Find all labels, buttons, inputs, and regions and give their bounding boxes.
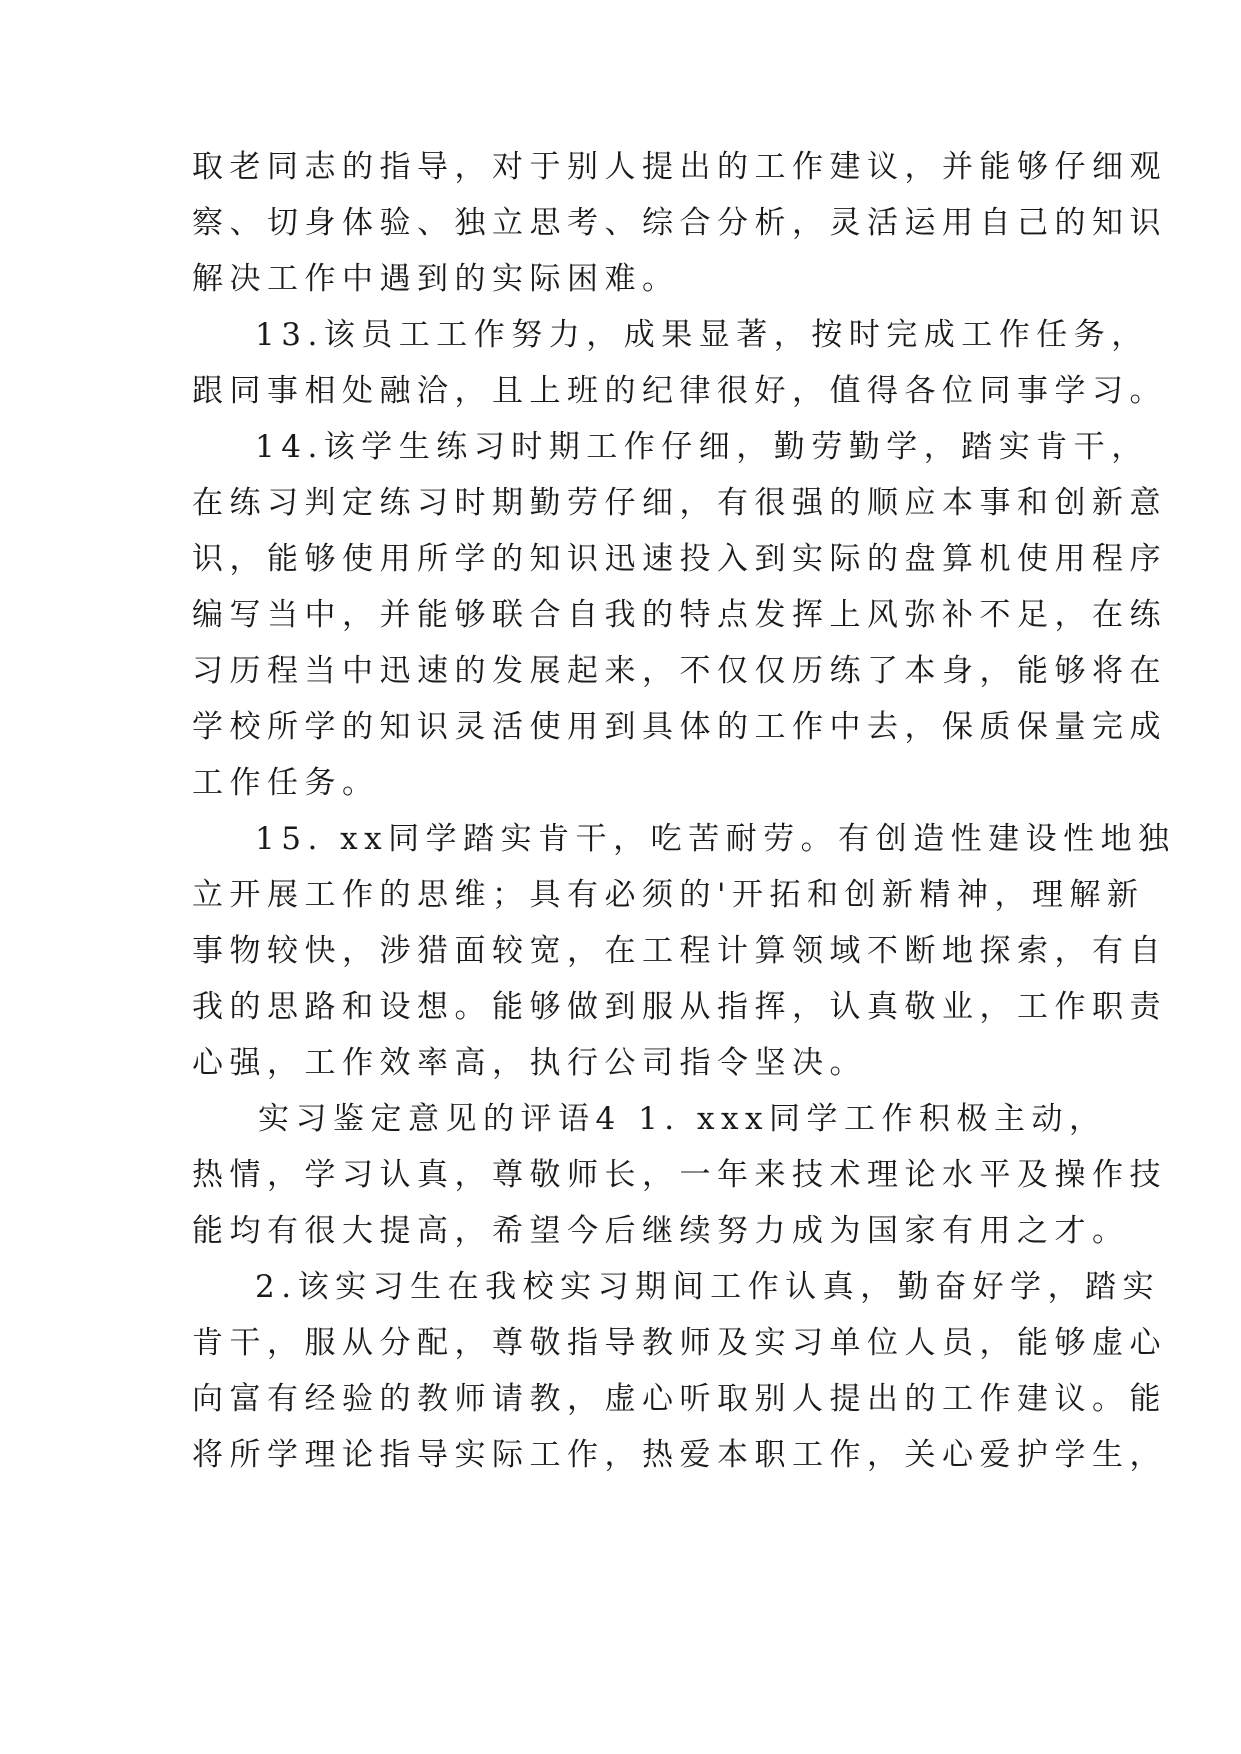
text-line: 取老同志的指导，对于别人提出的工作建议，并能够仔细观 xyxy=(192,149,1167,185)
text-line: 察、切身体验、独立思考、综合分析，灵活运用自己的知识 xyxy=(192,205,1167,241)
text-line: 2.该实习生在我校实习期间工作认真，勤奋好学，踏实 xyxy=(255,1269,1161,1305)
text-line: 14.该学生练习时期工作仔细，勤劳勤学，踏实肯干， xyxy=(255,429,1149,465)
text-line: 肯干，服从分配，尊敬指导教师及实习单位人员，能够虚心 xyxy=(192,1325,1167,1361)
text-line: 习历程当中迅速的发展起来，不仅仅历练了本身，能够将在 xyxy=(192,653,1167,689)
text-line: 事物较快，涉猎面较宽，在工程计算领域不断地探索，有自 xyxy=(192,933,1167,969)
text-line: 学校所学的知识灵活使用到具体的工作中去，保质保量完成 xyxy=(192,709,1167,745)
text-line: 15. xx同学踏实肯干，吃苦耐劳。有创造性建设性地独 xyxy=(255,821,1176,857)
text-line: 编写当中，并能够联合自我的特点发挥上风弥补不足，在练 xyxy=(192,597,1167,633)
text-line: 向富有经验的教师请教，虚心听取别人提出的工作建议。能 xyxy=(192,1381,1167,1417)
text-line: 解决工作中遇到的实际困难。 xyxy=(192,261,680,297)
text-line: 13.该员工工作努力，成果显著，按时完成工作任务， xyxy=(255,317,1149,353)
text-line: 我的思路和设想。能够做到服从指挥，认真敬业，工作职责 xyxy=(192,989,1167,1025)
text-line: 在练习判定练习时期勤劳仔细，有很强的顺应本事和创新意 xyxy=(192,485,1167,521)
text-line: 立开展工作的思维；具有必须的'开拓和创新精神，理解新 xyxy=(192,877,1145,913)
text-line: 能均有很大提高，希望今后继续努力成为国家有用之才。 xyxy=(192,1213,1130,1249)
text-line: 心强，工作效率高，执行公司指令坚决。 xyxy=(192,1045,867,1081)
text-line: 识，能够使用所学的知识迅速投入到实际的盘算机使用程序 xyxy=(192,541,1167,577)
text-line: 将所学理论指导实际工作，热爱本职工作，关心爱护学生， xyxy=(192,1437,1167,1473)
section-heading-line: 实习鉴定意见的评语4 1. xxx同学工作积极主动， xyxy=(258,1101,1107,1137)
text-line: 跟同事相处融洽，且上班的纪律很好，值得各位同事学习。 xyxy=(192,373,1167,409)
text-line: 热情，学习认真，尊敬师长，一年来技术理论水平及操作技 xyxy=(192,1157,1167,1193)
text-line: 工作任务。 xyxy=(192,765,380,801)
